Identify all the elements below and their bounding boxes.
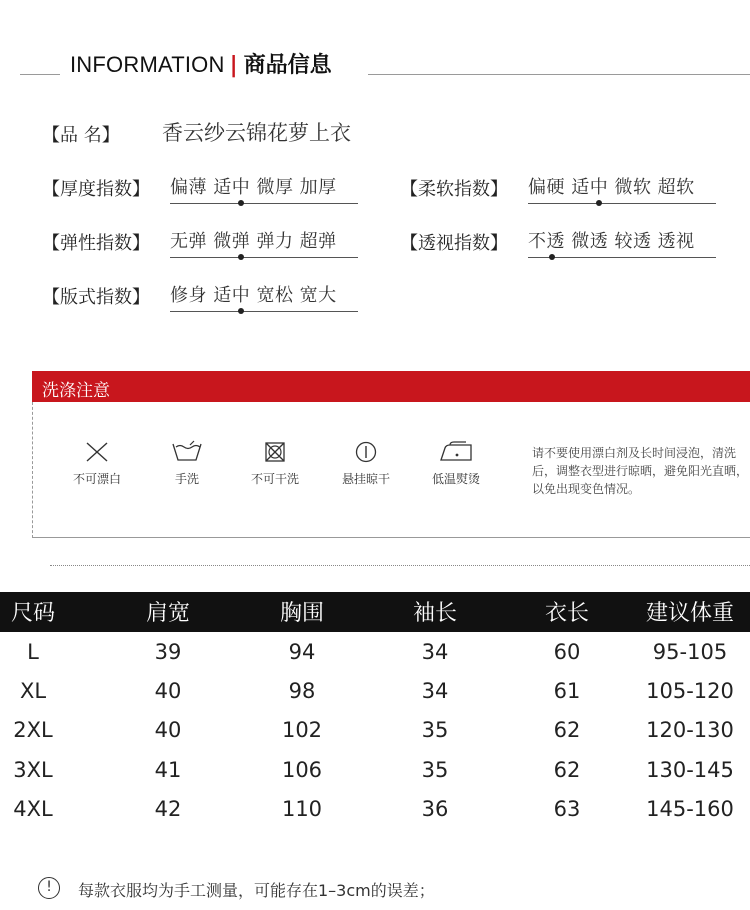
header-shoulder: 肩宽 xyxy=(145,601,190,626)
no-bleach-icon xyxy=(84,440,110,464)
table-cell: 102 xyxy=(281,718,323,742)
table-cell: 2XL xyxy=(13,718,53,742)
no-dry-clean-icon xyxy=(262,440,288,464)
table-cell: 106 xyxy=(281,758,323,782)
measurement-note: 每款衣服均为手工测量，可能存在1–3cm的误差； xyxy=(78,881,435,900)
elasticity-options: 无弹 微弹 弹力 超弹 xyxy=(170,231,337,252)
header-sleeve: 袖长 xyxy=(412,601,457,626)
product-name-value: 香云纱云锦花萝上衣 xyxy=(162,121,351,145)
table-cell: 94 xyxy=(288,640,316,664)
care-item-low-iron xyxy=(411,440,501,487)
care-text-no-bleach: 不可漂白 xyxy=(72,472,121,486)
transparency-options: 不透 微透 较透 透视 xyxy=(528,231,695,252)
elasticity-underline xyxy=(170,257,358,258)
table-cell: 40 xyxy=(154,718,182,742)
hang-dry-icon xyxy=(353,440,379,464)
transparency-scale xyxy=(528,227,716,253)
care-title: 洗涤注意 xyxy=(42,381,110,401)
table-cell: 63 xyxy=(553,797,581,821)
fit-scale xyxy=(170,281,358,307)
elasticity-marker xyxy=(238,254,244,260)
product-name-label: 【品 名】 xyxy=(42,125,120,146)
table-cell: 60 xyxy=(553,640,581,664)
table-cell: 3XL xyxy=(13,758,53,782)
elasticity-scale xyxy=(170,227,358,253)
table-cell: 105-120 xyxy=(646,679,734,703)
fit-label: 【版式指数】 xyxy=(42,287,150,308)
care-item-hand-wash xyxy=(142,440,232,487)
table-cell: 42 xyxy=(154,797,182,821)
table-cell: 35 xyxy=(421,718,449,742)
header-weight: 建议体重 xyxy=(645,601,734,626)
thickness-scale xyxy=(170,173,358,199)
table-cell: L xyxy=(27,640,39,664)
title-divider: | xyxy=(229,53,238,78)
table-cell: 98 xyxy=(288,679,316,703)
thickness-marker xyxy=(238,200,244,206)
thickness-label: 【厚度指数】 xyxy=(42,179,150,200)
table-cell: 40 xyxy=(154,679,182,703)
table-cell: 34 xyxy=(421,640,449,664)
title-zh: 商品信息 xyxy=(243,53,332,78)
table-cell: XL xyxy=(19,679,47,703)
table-cell: 62 xyxy=(553,758,581,782)
header-line-left xyxy=(20,74,60,75)
care-header-bar xyxy=(32,371,750,402)
dotted-separator xyxy=(50,565,750,566)
care-item-no-dry-clean xyxy=(230,440,320,487)
elasticity-label: 【弹性指数】 xyxy=(42,233,150,254)
hand-wash-icon xyxy=(170,440,204,464)
thickness-underline xyxy=(170,203,358,204)
table-cell: 41 xyxy=(154,758,182,782)
warning-icon: ! xyxy=(38,877,60,899)
header-size: 尺码 xyxy=(10,601,55,626)
softness-scale xyxy=(528,173,716,199)
table-cell: 4XL xyxy=(13,797,53,821)
table-cell: 145-160 xyxy=(646,797,734,821)
softness-label: 【柔软指数】 xyxy=(400,179,508,200)
table-cell: 95-105 xyxy=(652,640,728,664)
thickness-options: 偏薄 适中 微厚 加厚 xyxy=(170,177,337,198)
header-chest: 胸围 xyxy=(279,601,324,626)
care-text-low-iron: 低温熨烫 xyxy=(431,472,480,486)
transparency-marker xyxy=(549,254,555,260)
table-cell: 35 xyxy=(421,758,449,782)
care-text-hang-dry: 悬挂晾干 xyxy=(341,472,390,486)
table-cell: 39 xyxy=(154,640,182,664)
header-length: 衣长 xyxy=(544,601,589,626)
softness-underline xyxy=(528,203,716,204)
table-cell: 34 xyxy=(421,679,449,703)
softness-options: 偏硬 适中 微软 超软 xyxy=(528,177,695,198)
title-en: INFORMATION xyxy=(70,52,225,77)
care-text-hand-wash: 手洗 xyxy=(174,472,199,486)
care-item-no-bleach xyxy=(52,440,142,487)
fit-options: 修身 适中 宽松 宽大 xyxy=(170,285,337,306)
table-cell: 120-130 xyxy=(646,718,734,742)
care-item-hang-dry xyxy=(321,440,411,487)
table-cell: 130-145 xyxy=(646,758,734,782)
header-line-right xyxy=(368,74,750,75)
transparency-underline xyxy=(528,257,716,258)
table-cell: 61 xyxy=(553,679,581,703)
softness-marker xyxy=(596,200,602,206)
care-text-no-dry-clean: 不可干洗 xyxy=(250,472,299,486)
transparency-label: 【透视指数】 xyxy=(400,233,508,254)
care-note: 请不要使用漂白剂及长时间浸泡，清洗后，调整衣型进行晾晒，避免阳光直晒，以免出现变色情况。 xyxy=(532,446,749,496)
fit-marker xyxy=(238,308,244,314)
fit-underline xyxy=(170,311,358,312)
table-cell: 110 xyxy=(281,797,323,821)
section-title xyxy=(70,48,332,79)
low-iron-icon xyxy=(436,440,476,464)
table-cell: 62 xyxy=(553,718,581,742)
table-cell: 36 xyxy=(421,797,449,821)
